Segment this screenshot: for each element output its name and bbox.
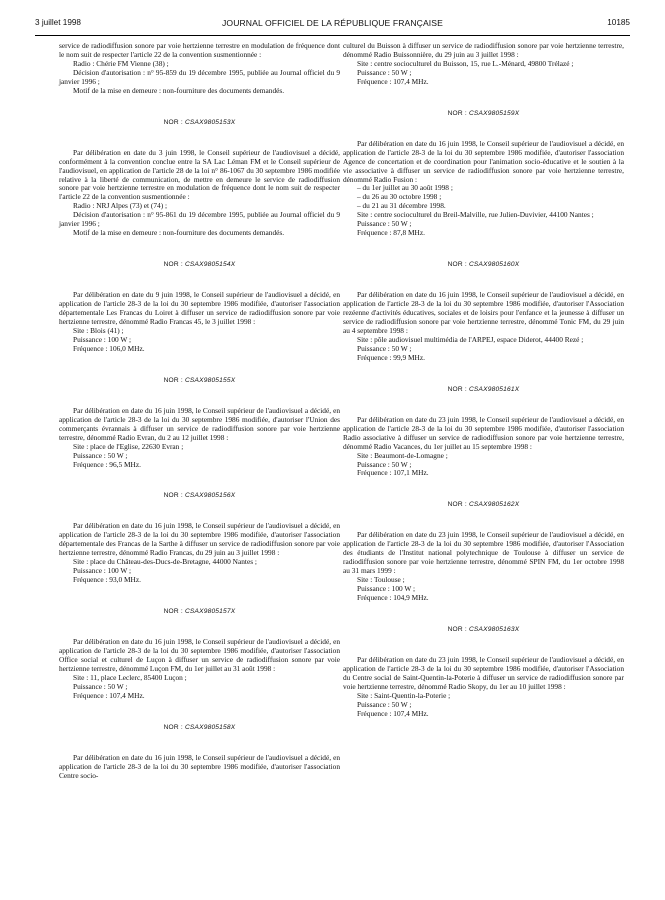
- section-site: Site : Blois (41) ;: [73, 325, 124, 335]
- section-body: Par délibération en date du 16 juin 1998, le Conseil supérieur de l'audiovisuel a décidé, en application de l'article 28-3 de la loi du 30 septembre 1986 modifiée, d'autoriser l'Association rezéenne d'activités éducatives, sociales et de loisirs pour l'enfance et la jeunesse à diffuser un service de radiodiffusion sonore par voie hertzienne terrestre, dénommé Tonic FM, du 29 juin au 4 septembre 1998 :: [343, 290, 624, 335]
- continued-paragraph: culturel du Buisson à diffuser un service de radiodiffusion sonore par voie hertzienne terrestre, dénommé Radio Buissonnière, du 29 juin au 3 juillet 1998 :: [343, 41, 624, 59]
- right-column: [343, 42, 624, 719]
- section-site: Site : Toulouse ;: [357, 575, 405, 585]
- section-body: Par délibération en date du 16 juin 1998, le Conseil supérieur de l'audiovisuel a décidé, en application de l'article 28-3 de la loi du 30 septembre 1986 modifiée, d'autoriser l'association Agence de concertation et de coordination pour l'animation socio-éducative et le soutien à la vie associative à diffuser un service de radiodiffusion sonore par voie hertzienne terrestre, dénommé Radio Fusion :: [343, 138, 624, 184]
- section-body: Par délibération en date du 23 juin 1998, le Conseil supérieur de l'audiovisuel a décidé, en application de l'article 28-3 de la loi du 30 septembre 1986 modifiée, d'autoriser l'Association du Centre social de Saint-Quentin-la-Poterie à diffuser un service de radiodiffusion sonore par voie hertzienne terrestre, dénommé Radio Skopy, du 1er au 10 juillet 1998 :: [343, 654, 624, 691]
- section-puissance: Puissance : 50 W ;: [73, 450, 128, 460]
- nor-heading: NOR : CSAX9805159X: [447, 109, 520, 117]
- section-frequence: Fréquence : 93,0 MHz.: [73, 575, 141, 585]
- section-puissance: Puissance : 100 W ;: [73, 566, 132, 576]
- page-header: [35, 18, 630, 32]
- nor-heading: NOR : CSAX9805160X: [447, 261, 520, 269]
- section-date-range: – du 26 au 30 octobre 1998 ;: [357, 192, 442, 202]
- section-body: Par délibération en date du 16 juin 1998, le Conseil supérieur de l'audiovisuel a décidé, en application de l'article 28-3 de la loi du 30 septembre 1986 modifiée, d'autoriser l'Union des commerçants évrannais à diffuser un service de radiodiffusion sonore par voie hertzienne terrestre, dénommé Radio Evran, du 2 au 12 juillet 1998 :: [59, 405, 340, 442]
- section-frequence: Fréquence : 107,4 MHz.: [357, 708, 429, 718]
- section-frequence: Fréquence : 107,1 MHz.: [357, 468, 429, 478]
- section-body: Par délibération en date du 16 juin 1998, le Conseil supérieur de l'audiovisuel a décidé, en application de l'article 28-3 de la loi du 30 septembre 1986 modifiée, d'autoriser l'association départementale des Francas de la Sarthe à diffuser un service de radiodiffusion sonore par voie hertzienne terrestre, dénommé Radio Francas, du 29 juin au 3 juillet 1998 :: [59, 521, 340, 558]
- section-frequence: Fréquence : 99,9 MHz.: [357, 352, 425, 362]
- section-frequence: Fréquence : 107,4 MHz.: [357, 76, 429, 86]
- section-body: Par délibération en date du 23 juin 1998, le Conseil supérieur de l'audiovisuel a décidé, en application de l'article 28-3 de la loi du 30 septembre 1986 modifiée, d'autoriser l'association Radio associative à diffuser un service de radiodiffusion sonore par voie hertzienne terrestre, dénommé Radio Vacances, du 1er juillet au 15 septembre 1998 :: [343, 414, 624, 451]
- section-puissance: Puissance : 50 W ;: [357, 67, 412, 77]
- section-puissance: Puissance : 50 W ;: [357, 459, 412, 469]
- section-site: Site : place de l'Eglise, 22630 Evran ;: [73, 441, 184, 451]
- section-puissance: Puissance : 50 W ;: [357, 219, 412, 229]
- section-frequence: Fréquence : 106,0 MHz.: [73, 343, 145, 353]
- section-date-range: – du 21 au 31 décembre 1998.: [357, 201, 446, 211]
- nor-heading: NOR : CSAX9805163X: [447, 625, 520, 633]
- nor-heading: NOR : CSAX9805155X: [163, 376, 236, 384]
- section-body: Par délibération en date du 23 juin 1998, le Conseil supérieur de l'audiovisuel a décidé, en application de l'article 28-3 de la loi du 30 septembre 1986 modifiée, d'autoriser l'Association des étudiants de l'Institut national polytechnique de Toulouse à diffuser un service de radiodiffusion sonore par voie hertzienne terrestre, dénommé SPIN FM, du 1er octobre 1998 au 31 mars 1999 :: [343, 530, 624, 576]
- nor-heading: NOR : CSAX9805153X: [163, 118, 236, 126]
- section-body: Par délibération en date du 9 juin 1998, le Conseil supérieur de l'audiovisuel a décidé, en application de l'article 28-3 de la loi du 30 septembre 1986 modifiée, d'autoriser l'association départementale Les Francas du Loiret à diffuser un service de radiodiffusion sonore par voie hertzienne terrestre, dénommé Radio Francas 45, le 3 juillet 1998 :: [59, 290, 340, 327]
- section-site: Site : centre socioculturel du Breil-Malville, rue Julien-Duvivier, 44100 Nantes ;: [357, 210, 594, 220]
- section-body: Par délibération en date du 3 juin 1998, le Conseil supérieur de l'audiovisuel a décidé, conformément à la convention conclue entre la SA Lac Léman FM et le Conseil supérieur de l'audiovisuel, en application de l'article 28 de la loi n° 86-1067 du 30 septembre 1986 modifiée relative à la liberté de communication, de mettre en demeure le service de radiodiffusion sonore par voie hertzienne terrestre en modulation de fréquence dont le nom suit de respecter l'article 22 de la convention susmentionnée :: [59, 147, 340, 202]
- left-column: [59, 42, 340, 781]
- section-site: Site : place du Château-des-Ducs-de-Bretagne, 44000 Nantes ;: [73, 557, 257, 567]
- intro-motif: Motif de la mise en demeure : non-fourniture des documents demandés.: [73, 85, 285, 95]
- section-frequence: Fréquence : 96,5 MHz.: [73, 459, 141, 469]
- section-radio: Radio : NRJ Alpes (73) et (74) ;: [73, 201, 168, 211]
- header-date: 3 juillet 1998: [35, 18, 81, 27]
- section-body: Par délibération en date du 16 juin 1998, le Conseil supérieur de l'audiovisuel a décidé, en application de l'article 28-3 de la loi du 30 septembre 1986 modifiée, d'autoriser l'association Centre socio-: [59, 752, 340, 780]
- section-puissance: Puissance : 50 W ;: [357, 343, 412, 353]
- section-motif: Motif de la mise en demeure : non-fourniture des documents demandés.: [73, 228, 285, 238]
- section-frequence: Fréquence : 107,4 MHz.: [73, 690, 145, 700]
- nor-heading: NOR : CSAX9805162X: [447, 501, 520, 509]
- section-body: Par délibération en date du 16 juin 1998, le Conseil supérieur de l'audiovisuel a décidé, en application de l'article 28-3 de la loi du 30 septembre 1986 modifiée, d'autoriser l'association Office social et culturel de Luçon à diffuser un service de radiodiffusion sonore par voie hertzienne terrestre, dénommé Luçon FM, du 1er juillet au 31 août 1998 :: [59, 637, 340, 673]
- intro-radio: Radio : Chérie FM Vienne (38) ;: [73, 58, 169, 68]
- nor-heading: NOR : CSAX9805157X: [163, 608, 236, 616]
- nor-heading: NOR : CSAX9805158X: [163, 723, 236, 731]
- nor-heading: NOR : CSAX9805156X: [163, 492, 236, 500]
- section-site: Site : 11, place Leclerc, 85400 Luçon ;: [73, 672, 187, 682]
- intro-paragraph: service de radiodiffusion sonore par voie hertzienne terrestre en modulation de fréquence dont le nom suit de respecter l'article 22 de la convention susmentionnée :: [59, 41, 340, 59]
- section-site: Site : pôle audiovisuel multimédia de l'ARPEJ, espace Diderot, 44400 Rezé ;: [357, 334, 584, 344]
- header-title: JOURNAL OFFICIEL DE LA RÉPUBLIQUE FRANÇAISE: [222, 18, 443, 28]
- section-puissance: Puissance : 50 W ;: [357, 699, 412, 709]
- nor-heading: NOR : CSAX9805161X: [447, 385, 520, 393]
- section-decision: Décision d'autorisation : n° 95-861 du 19 décembre 1995, publiée au Journal officiel du 9 janvier 1996 ;: [59, 210, 340, 229]
- nor-heading: NOR : CSAX9805154X: [163, 261, 236, 269]
- header-rule: [35, 35, 630, 36]
- section-puissance: Puissance : 50 W ;: [73, 681, 128, 691]
- section-site: Site : Beaumont-de-Lomagne ;: [357, 450, 448, 460]
- page-number: 10185: [607, 18, 630, 27]
- section-puissance: Puissance : 100 W ;: [73, 334, 132, 344]
- section-date-range: – du 1er juillet au 30 août 1998 ;: [357, 183, 453, 193]
- section-site: Site : centre socioculturel du Buisson, 15, rue L.-Ménard, 49800 Trélazé ;: [357, 58, 574, 68]
- section-frequence: Fréquence : 87,8 MHz.: [357, 228, 425, 238]
- section-site: Site : Saint-Quentin-la-Poterie ;: [357, 690, 451, 700]
- intro-decision: Décision d'autorisation : n° 95-859 du 19 décembre 1995, publiée au Journal officiel du 9 janvier 1996 ;: [59, 67, 340, 86]
- section-frequence: Fréquence : 104,9 MHz.: [357, 593, 429, 603]
- section-puissance: Puissance : 100 W ;: [357, 584, 416, 594]
